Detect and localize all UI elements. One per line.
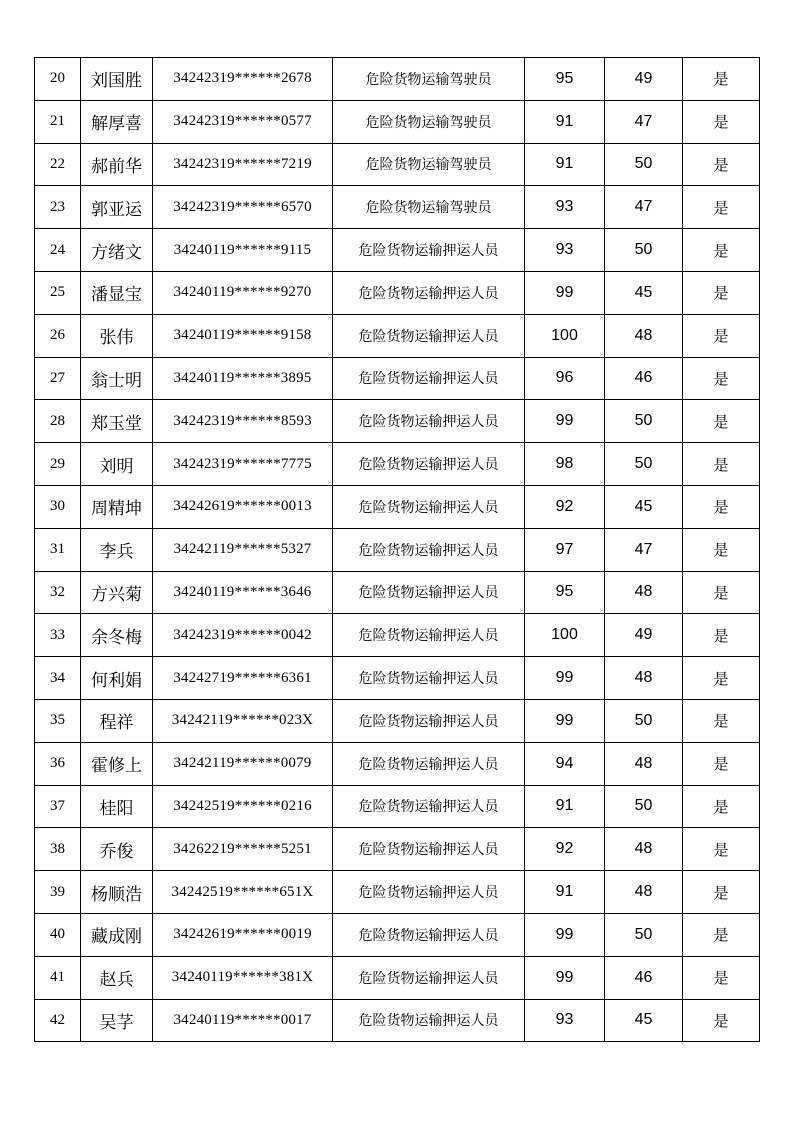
pass-status-cell: 是 (683, 400, 760, 443)
theory-score-cell: 98 (525, 443, 605, 486)
id-number-cell: 34242319******6570 (153, 186, 333, 229)
table-row (35, 528, 760, 571)
person-name-cell: 程祥 (81, 699, 153, 742)
table-row (35, 443, 760, 486)
table-row (35, 271, 760, 314)
theory-score-cell: 93 (525, 229, 605, 272)
practical-score-cell: 48 (605, 657, 683, 700)
practical-score-cell: 50 (605, 699, 683, 742)
table-row (35, 186, 760, 229)
row-number-cell: 25 (35, 271, 81, 314)
table-row (35, 143, 760, 186)
id-number-cell: 34240119******381X (153, 956, 333, 999)
theory-score-cell: 99 (525, 913, 605, 956)
theory-score-cell: 95 (525, 571, 605, 614)
id-number-cell: 34240119******9158 (153, 314, 333, 357)
table-row (35, 913, 760, 956)
job-type-cell: 危险货物运输押运人员 (333, 999, 525, 1042)
person-name-cell: 桂阳 (81, 785, 153, 828)
job-type-cell: 危险货物运输押运人员 (333, 571, 525, 614)
person-name-cell: 郭亚运 (81, 186, 153, 229)
job-type-cell: 危险货物运输驾驶员 (333, 58, 525, 101)
job-type-cell: 危险货物运输押运人员 (333, 229, 525, 272)
id-number-cell: 34242619******0013 (153, 485, 333, 528)
pass-status-cell: 是 (683, 913, 760, 956)
table-row (35, 357, 760, 400)
job-type-cell: 危险货物运输押运人员 (333, 485, 525, 528)
row-number-cell: 21 (35, 100, 81, 143)
table-row (35, 229, 760, 272)
pass-status-cell: 是 (683, 614, 760, 657)
id-number-cell: 34242119******0079 (153, 742, 333, 785)
theory-score-cell: 91 (525, 785, 605, 828)
person-name-cell: 张伟 (81, 314, 153, 357)
theory-score-cell: 91 (525, 100, 605, 143)
job-type-cell: 危险货物运输押运人员 (333, 871, 525, 914)
practical-score-cell: 46 (605, 357, 683, 400)
practical-score-cell: 47 (605, 100, 683, 143)
row-number-cell: 26 (35, 314, 81, 357)
id-number-cell: 34242319******8593 (153, 400, 333, 443)
person-name-cell: 何利娟 (81, 657, 153, 700)
job-type-cell: 危险货物运输押运人员 (333, 657, 525, 700)
row-number-cell: 32 (35, 571, 81, 614)
job-type-cell: 危险货物运输押运人员 (333, 614, 525, 657)
pass-status-cell: 是 (683, 742, 760, 785)
practical-score-cell: 48 (605, 871, 683, 914)
theory-score-cell: 99 (525, 657, 605, 700)
roster-table (34, 57, 760, 1042)
practical-score-cell: 50 (605, 785, 683, 828)
theory-score-cell: 93 (525, 186, 605, 229)
practical-score-cell: 50 (605, 400, 683, 443)
person-name-cell: 刘明 (81, 443, 153, 486)
id-number-cell: 34240119******0017 (153, 999, 333, 1042)
pass-status-cell: 是 (683, 699, 760, 742)
practical-score-cell: 50 (605, 443, 683, 486)
table-row (35, 571, 760, 614)
practical-score-cell: 47 (605, 186, 683, 229)
table-row (35, 314, 760, 357)
practical-score-cell: 49 (605, 614, 683, 657)
row-number-cell: 41 (35, 956, 81, 999)
pass-status-cell: 是 (683, 871, 760, 914)
person-name-cell: 吴芓 (81, 999, 153, 1042)
row-number-cell: 34 (35, 657, 81, 700)
pass-status-cell: 是 (683, 186, 760, 229)
pass-status-cell: 是 (683, 528, 760, 571)
theory-score-cell: 97 (525, 528, 605, 571)
table-row (35, 828, 760, 871)
pass-status-cell: 是 (683, 828, 760, 871)
person-name-cell: 刘国胜 (81, 58, 153, 101)
theory-score-cell: 91 (525, 143, 605, 186)
id-number-cell: 34242319******0577 (153, 100, 333, 143)
table-row (35, 400, 760, 443)
row-number-cell: 39 (35, 871, 81, 914)
theory-score-cell: 93 (525, 999, 605, 1042)
person-name-cell: 赵兵 (81, 956, 153, 999)
person-name-cell: 郝前华 (81, 143, 153, 186)
practical-score-cell: 50 (605, 143, 683, 186)
theory-score-cell: 91 (525, 871, 605, 914)
job-type-cell: 危险货物运输押运人员 (333, 913, 525, 956)
pass-status-cell: 是 (683, 785, 760, 828)
id-number-cell: 34240119******3895 (153, 357, 333, 400)
row-number-cell: 22 (35, 143, 81, 186)
job-type-cell: 危险货物运输驾驶员 (333, 100, 525, 143)
id-number-cell: 34242519******651X (153, 871, 333, 914)
practical-score-cell: 47 (605, 528, 683, 571)
row-number-cell: 35 (35, 699, 81, 742)
pass-status-cell: 是 (683, 58, 760, 101)
theory-score-cell: 99 (525, 271, 605, 314)
row-number-cell: 33 (35, 614, 81, 657)
table-row (35, 785, 760, 828)
job-type-cell: 危险货物运输押运人员 (333, 443, 525, 486)
practical-score-cell: 48 (605, 742, 683, 785)
job-type-cell: 危险货物运输押运人员 (333, 271, 525, 314)
job-type-cell: 危险货物运输押运人员 (333, 699, 525, 742)
job-type-cell: 危险货物运输押运人员 (333, 528, 525, 571)
person-name-cell: 方兴菊 (81, 571, 153, 614)
practical-score-cell: 46 (605, 956, 683, 999)
theory-score-cell: 100 (525, 314, 605, 357)
person-name-cell: 郑玉堂 (81, 400, 153, 443)
id-number-cell: 34240119******9270 (153, 271, 333, 314)
pass-status-cell: 是 (683, 229, 760, 272)
table-row (35, 871, 760, 914)
id-number-cell: 34242319******7219 (153, 143, 333, 186)
job-type-cell: 危险货物运输押运人员 (333, 400, 525, 443)
row-number-cell: 31 (35, 528, 81, 571)
job-type-cell: 危险货物运输押运人员 (333, 785, 525, 828)
pass-status-cell: 是 (683, 571, 760, 614)
pass-status-cell: 是 (683, 443, 760, 486)
job-type-cell: 危险货物运输押运人员 (333, 314, 525, 357)
job-type-cell: 危险货物运输押运人员 (333, 956, 525, 999)
row-number-cell: 24 (35, 229, 81, 272)
table-row (35, 956, 760, 999)
job-type-cell: 危险货物运输押运人员 (333, 828, 525, 871)
theory-score-cell: 94 (525, 742, 605, 785)
practical-score-cell: 49 (605, 58, 683, 101)
table-row (35, 100, 760, 143)
pass-status-cell: 是 (683, 357, 760, 400)
id-number-cell: 34242619******0019 (153, 913, 333, 956)
table-row (35, 614, 760, 657)
pass-status-cell: 是 (683, 485, 760, 528)
id-number-cell: 34240119******9115 (153, 229, 333, 272)
job-type-cell: 危险货物运输押运人员 (333, 742, 525, 785)
row-number-cell: 36 (35, 742, 81, 785)
theory-score-cell: 99 (525, 400, 605, 443)
practical-score-cell: 45 (605, 485, 683, 528)
row-number-cell: 20 (35, 58, 81, 101)
row-number-cell: 37 (35, 785, 81, 828)
pass-status-cell: 是 (683, 143, 760, 186)
practical-score-cell: 50 (605, 229, 683, 272)
id-number-cell: 34242319******0042 (153, 614, 333, 657)
person-name-cell: 周精坤 (81, 485, 153, 528)
id-number-cell: 34242119******023X (153, 699, 333, 742)
table-row (35, 485, 760, 528)
row-number-cell: 23 (35, 186, 81, 229)
pass-status-cell: 是 (683, 956, 760, 999)
practical-score-cell: 45 (605, 271, 683, 314)
theory-score-cell: 99 (525, 699, 605, 742)
id-number-cell: 34242119******5327 (153, 528, 333, 571)
theory-score-cell: 92 (525, 485, 605, 528)
row-number-cell: 28 (35, 400, 81, 443)
theory-score-cell: 96 (525, 357, 605, 400)
row-number-cell: 42 (35, 999, 81, 1042)
row-number-cell: 38 (35, 828, 81, 871)
table-row (35, 58, 760, 101)
person-name-cell: 霍修上 (81, 742, 153, 785)
pass-status-cell: 是 (683, 271, 760, 314)
theory-score-cell: 95 (525, 58, 605, 101)
practical-score-cell: 50 (605, 913, 683, 956)
job-type-cell: 危险货物运输驾驶员 (333, 186, 525, 229)
id-number-cell: 34242719******6361 (153, 657, 333, 700)
pass-status-cell: 是 (683, 314, 760, 357)
table-row (35, 999, 760, 1042)
row-number-cell: 30 (35, 485, 81, 528)
row-number-cell: 40 (35, 913, 81, 956)
person-name-cell: 方绪文 (81, 229, 153, 272)
theory-score-cell: 100 (525, 614, 605, 657)
person-name-cell: 杨顺浩 (81, 871, 153, 914)
practical-score-cell: 48 (605, 828, 683, 871)
theory-score-cell: 99 (525, 956, 605, 999)
table-row (35, 699, 760, 742)
id-number-cell: 34242319******7775 (153, 443, 333, 486)
person-name-cell: 解厚喜 (81, 100, 153, 143)
row-number-cell: 29 (35, 443, 81, 486)
id-number-cell: 34262219******5251 (153, 828, 333, 871)
person-name-cell: 藏成刚 (81, 913, 153, 956)
job-type-cell: 危险货物运输驾驶员 (333, 143, 525, 186)
id-number-cell: 34242319******2678 (153, 58, 333, 101)
id-number-cell: 34242519******0216 (153, 785, 333, 828)
person-name-cell: 李兵 (81, 528, 153, 571)
practical-score-cell: 48 (605, 314, 683, 357)
id-number-cell: 34240119******3646 (153, 571, 333, 614)
practical-score-cell: 48 (605, 571, 683, 614)
person-name-cell: 余冬梅 (81, 614, 153, 657)
pass-status-cell: 是 (683, 657, 760, 700)
pass-status-cell: 是 (683, 100, 760, 143)
theory-score-cell: 92 (525, 828, 605, 871)
person-name-cell: 乔俊 (81, 828, 153, 871)
roster-table-body (35, 58, 760, 1042)
pass-status-cell: 是 (683, 999, 760, 1042)
table-row (35, 657, 760, 700)
person-name-cell: 潘显宝 (81, 271, 153, 314)
person-name-cell: 翁士明 (81, 357, 153, 400)
row-number-cell: 27 (35, 357, 81, 400)
table-row (35, 742, 760, 785)
job-type-cell: 危险货物运输押运人员 (333, 357, 525, 400)
practical-score-cell: 45 (605, 999, 683, 1042)
